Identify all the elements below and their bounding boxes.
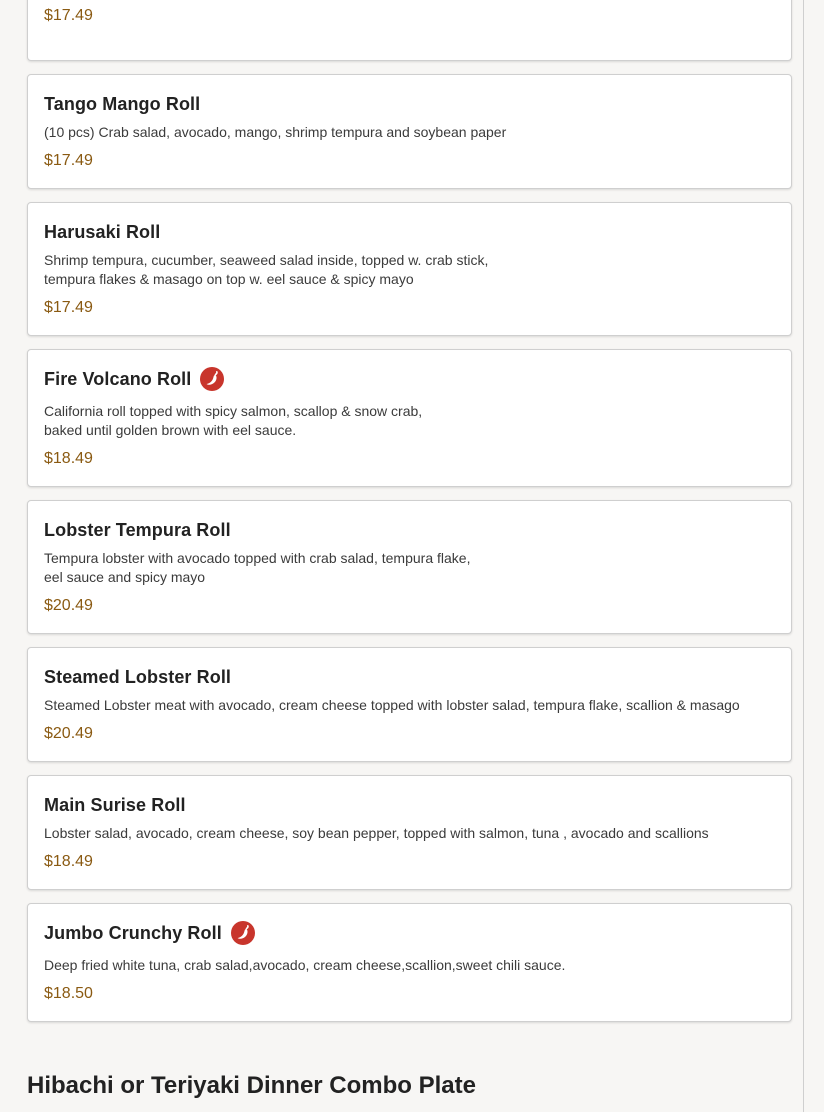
menu-item-list [27,0,792,1035]
menu-item-title-row [44,366,775,392]
menu-item-price: $18.49 [44,853,93,870]
menu-item-price: $17.49 [44,7,93,24]
menu-item-card[interactable] [27,349,792,487]
menu-item-price: $18.50 [44,985,93,1002]
menu-item-description: (10 pcs) Crab salad, avocado, mango, shrimp tempura and soybean paper [44,124,507,140]
menu-item-price: $18.49 [44,450,93,467]
menu-item-price: $20.49 [44,597,93,614]
section-title: Hibachi or Teriyaki Dinner Combo Plate [27,1072,476,1099]
menu-item-card[interactable] [27,903,792,1022]
menu-item-title: Main Surise Roll [44,794,186,815]
menu-item-description: California roll topped with spicy salmon, scallop & snow crab, baked until golden brown with eel sauce. [44,403,423,438]
menu-item-title-row [44,517,775,543]
menu-item-card[interactable] [27,202,792,336]
menu-item-description: Lobster salad, avocado, cream cheese, soy bean pepper, topped with salmon, tuna , avocado and scallions [44,825,709,841]
menu-item-description: Shrimp tempura, cucumber, seaweed salad inside, topped w. crab stick, tempura flakes & masago on top w. eel sauce & spicy mayo [44,252,489,287]
menu-item-card[interactable] [27,647,792,762]
menu-item-title: Fire Volcano Roll [44,368,192,389]
menu-item-title: Tango Mango Roll [44,93,201,114]
menu-item-description: Tempura lobster with avocado topped with crab salad, tempura flake, eel sauce and spicy mayo [44,550,471,585]
chili-pepper-icon [231,921,255,945]
menu-item-title-row [44,664,775,690]
menu-item-title-row [44,792,775,818]
menu-item-price: $17.49 [44,152,93,169]
menu-item-price: $17.49 [44,299,93,316]
menu-item-card[interactable] [27,74,792,189]
menu-item-card[interactable] [27,775,792,890]
menu-item-title: Jumbo Crunchy Roll [44,922,222,943]
menu-item-description: Deep fried white tuna, crab salad,avocado, cream cheese,scallion,sweet chili sauce. [44,957,566,973]
menu-item-description: Steamed Lobster meat with avocado, cream cheese topped with lobster salad, tempura flake, scallion & masago [44,697,740,713]
menu-item-title-row [44,91,775,117]
chili-pepper-icon [200,367,224,391]
menu-item-price: $20.49 [44,725,93,742]
menu-item-title: Harusaki Roll [44,221,161,242]
menu-item-title-row [44,219,775,245]
menu-item-title-row [44,920,775,946]
menu-item-title: Lobster Tempura Roll [44,519,231,540]
menu-item-title: Steamed Lobster Roll [44,666,232,687]
menu-item-card[interactable] [27,500,792,634]
menu-item-card[interactable] [27,0,792,61]
